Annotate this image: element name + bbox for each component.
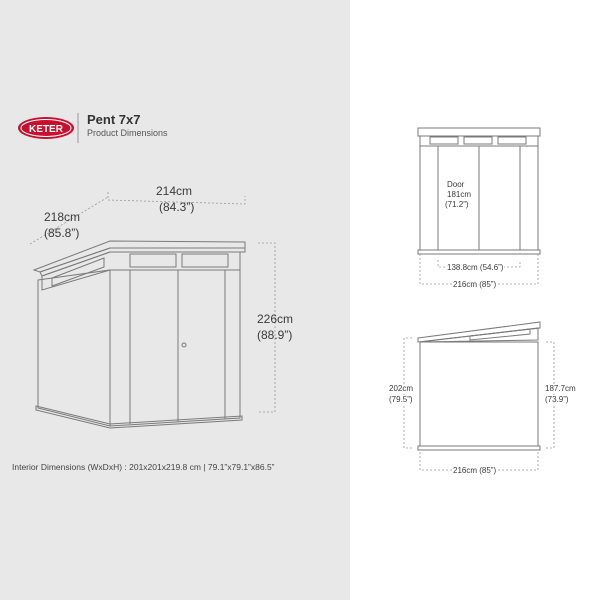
interior-dimensions: Interior Dimensions (WxDxH) : 201x201x219.8 cm | 79.1”x79.1”x86.5” (12, 462, 275, 472)
model-title: Pent 7x7 (87, 112, 141, 127)
door-width-label: 138.8cm (54.6”) (447, 263, 504, 272)
door-height-cm: 181cm (447, 190, 472, 199)
page-subtitle: Product Dimensions (87, 128, 168, 138)
front-shed (418, 128, 540, 254)
side-left-height-in: (79.5”) (389, 395, 413, 404)
side-width-label: 216cm (85”) (453, 466, 497, 475)
side-right-height-in: (73.9”) (545, 395, 569, 404)
iso-depth-cm: 218cm (44, 210, 81, 224)
front-width-label: 216cm (85”) (453, 280, 497, 289)
iso-width-cm: 214cm (156, 184, 193, 198)
side-right-height-cm: 187.7cm (545, 384, 576, 393)
side-shed (418, 322, 540, 450)
side-left-height-cm: 202cm (389, 384, 414, 393)
side-left-height-dim (404, 338, 412, 448)
door-label: Door (447, 180, 465, 189)
iso-shed (34, 241, 245, 428)
iso-depth-in: (85.8”) (44, 226, 80, 240)
keter-logo (18, 117, 74, 139)
iso-height-cm: 226cm (257, 312, 294, 326)
iso-width-in: (84.3”) (159, 200, 195, 214)
door-height-in: (71.2”) (445, 200, 469, 209)
iso-height-in: (88.9”) (257, 328, 293, 342)
svg-text:KETER: KETER (29, 124, 63, 135)
